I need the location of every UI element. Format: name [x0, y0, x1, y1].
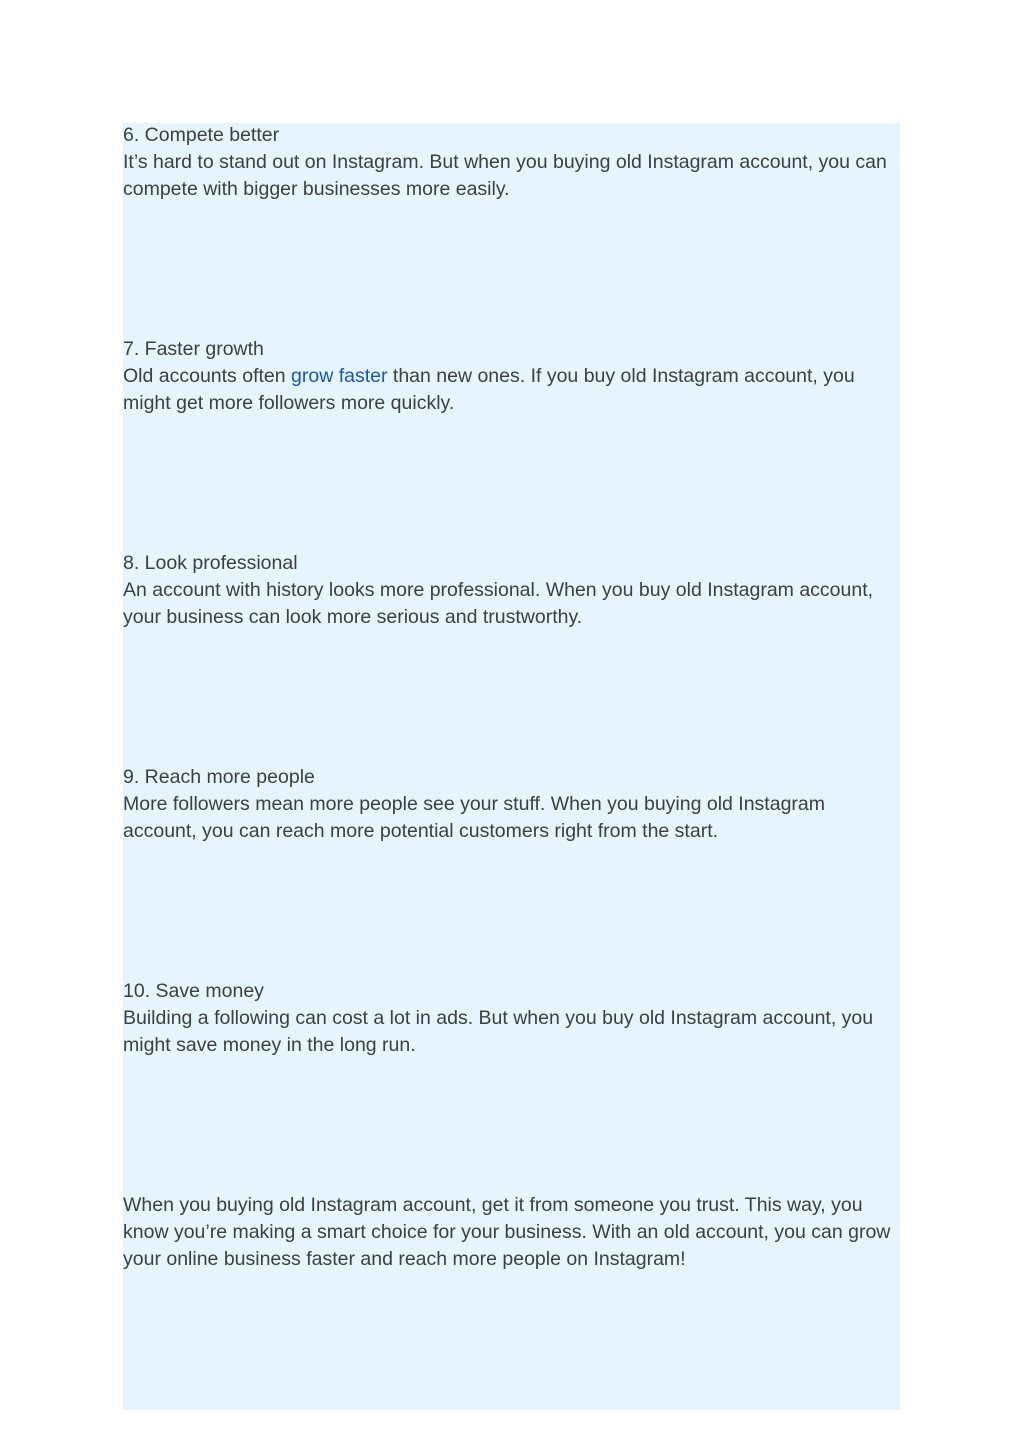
section-save-money	[123, 978, 900, 1059]
section-body: More followers mean more people see your stuff. When you buying old Instagram account, you can reach more potential customers right from the start.	[123, 793, 825, 842]
section-compete-better	[123, 122, 900, 203]
closing-text: When you buying old Instagram account, get it from someone you trust. This way, you know you’re making a smart choice for your business. With an old account, you can grow your online business faster and reach more people on Instagram!	[123, 1194, 891, 1270]
section-heading: 6. Compete better	[123, 124, 280, 146]
section-heading: 10. Save money	[123, 980, 264, 1002]
section-body: An account with history looks more professional. When you buy old Instagram account, your business can look more serious and trustworthy.	[123, 579, 874, 628]
section-body: Building a following can cost a lot in ads. But when you buy old Instagram account, you might save money in the long run.	[123, 1007, 874, 1056]
section-body-text: Old accounts often	[123, 365, 292, 387]
section-faster-growth	[123, 336, 900, 417]
section-body: It’s hard to stand out on Instagram. But when you buying old Instagram account, you can compete with bigger businesses more easily.	[123, 151, 887, 200]
section-reach-more-people	[123, 764, 900, 845]
grow-faster-link[interactable]: grow faster	[291, 365, 388, 387]
section-body-text: than new ones. If you buy old Instagram account, you might get more followers more quickly.	[123, 365, 855, 414]
section-heading: 7. Faster growth	[123, 338, 264, 360]
section-heading: 8. Look professional	[123, 552, 298, 574]
section-body	[123, 363, 900, 417]
closing-paragraph	[123, 1192, 900, 1273]
section-heading: 9. Reach more people	[123, 766, 315, 788]
section-look-professional	[123, 550, 900, 631]
